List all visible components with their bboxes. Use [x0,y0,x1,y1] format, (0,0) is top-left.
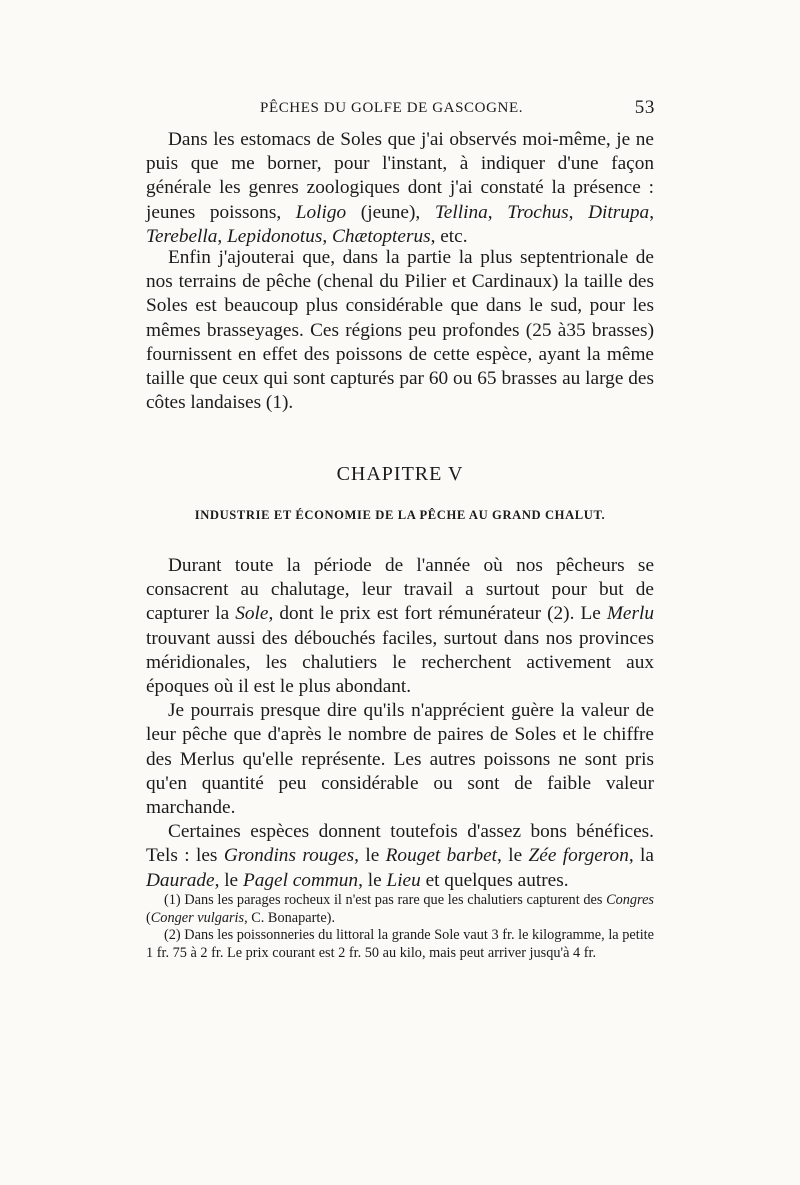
fish-name: Pagel commun [242,869,359,891]
footnote-1 [146,892,654,927]
taxon-name: Loligo [295,201,347,223]
text-span: , [217,225,228,247]
text-span: (1) Dans les parages rocheux il n'est pas rare que les chalutiers capturent des [164,892,607,908]
emphasis: Sole [235,603,269,625]
text-span: , le [214,869,243,891]
fish-name: Grondins rouges [223,845,355,867]
text-span: et quelques autres. [420,869,569,891]
body-block-2 [146,246,654,415]
text-span: , dont le prix est fort rémunérateur (2). Le [268,603,607,625]
running-title: PÊCHES DU GOLFE DE GASCOGNE. [260,100,524,116]
page-number: 53 [634,97,655,118]
text-span: , le [497,845,529,867]
paragraph-1 [146,128,654,249]
paragraph-4: Je pourrais presque dire qu'ils n'apprécient guère la valeur de leur pêche que d'après le nombre de paires de Soles et le chiffre des Merlus qu'elle représente. Les autres poissons ne sont pris qu'en quantité peu considérable ou sont de faible valeur marchande. [146,700,654,819]
body-block-3 [146,554,654,893]
text-span: , C. Bonaparte). [244,909,336,926]
fish-name: Rouget barbet [385,845,498,867]
text-span: Dans les estomacs de Soles que j'ai observés moi-même, je ne puis que me borner, pour l'instant, à indiquer d'une façon générale les genres zoologiques dont j'ai constaté la présence : jeunes poissons, [146,129,654,223]
text-span: , le [354,845,386,867]
paragraph-3 [146,554,654,699]
emphasis: Conger vulgaris [150,909,245,926]
text-span: ( [146,909,151,926]
text-span: trouvant aussi des débouchés faciles, surtout dans nos provinces méridionales, les chalutiers le recherchent activement aux époques où il est le plus abondant. [146,627,654,698]
text-span: (jeune), [346,201,435,223]
emphasis: Congres [606,892,654,908]
chapter-title: CHAPITRE V [336,463,464,485]
text-span: , la [628,845,654,867]
paragraph-2: Enfin j'ajouterai que, dans la partie la plus septentrionale de nos terrains de pêche (chenal du Pilier et Cardinaux) la taille des Soles est beaucoup plus considérable que dans le sud, pour les mêmes brasseyages. Ces régions peu profondes (25 à35 brasses) fournissent en effet des poissons de cette espèce, ayant la même taille que ceux qui sont capturés par 60 ou 65 brasses au large des côtes landaises (1). [146,247,654,414]
text-span: , [649,201,655,223]
taxon-name: Ditrupa [588,201,650,223]
fish-name: Daurade [146,869,215,891]
fish-name: Lieu [386,869,421,891]
body-block-1 [146,128,654,249]
paragraph-5 [146,820,654,893]
taxon-name: Tellina [434,201,488,223]
taxon-name: Lepidonotus [227,225,323,247]
text-span: , etc. [430,225,468,247]
taxon-name: Trochus [507,201,569,223]
footnote-2: (2) Dans les poissonneries du littoral la grande Sole vaut 3 fr. le kilogramme, la petite 1 fr. 75 à 2 fr. Le prix courant est 2 fr. 50 au kilo, mais peut arriver jusqu'à 4 fr. [146,927,654,961]
text-span: Durant toute la période de l'année où nos pêcheurs se consacrent au chalutage, leur travail a surtout pour but de capturer la [146,555,654,625]
text-span: , [322,225,333,247]
taxon-name: Terebella [146,225,218,247]
text-span: , [568,201,589,223]
text-span: , le [358,869,387,891]
text-span: Certaines espèces donnent toutefois d'assez bons bénéfices. Tels : les [146,821,654,867]
fish-name: Zée forgeron [528,845,629,867]
emphasis: Merlu [606,603,654,625]
taxon-name: Chætopterus [332,225,431,247]
footnotes [146,892,654,962]
chapter-subtitle: INDUSTRIE ET ÉCONOMIE DE LA PÊCHE AU GRAND CHALUT. [194,508,606,522]
text-span: , [487,201,508,223]
